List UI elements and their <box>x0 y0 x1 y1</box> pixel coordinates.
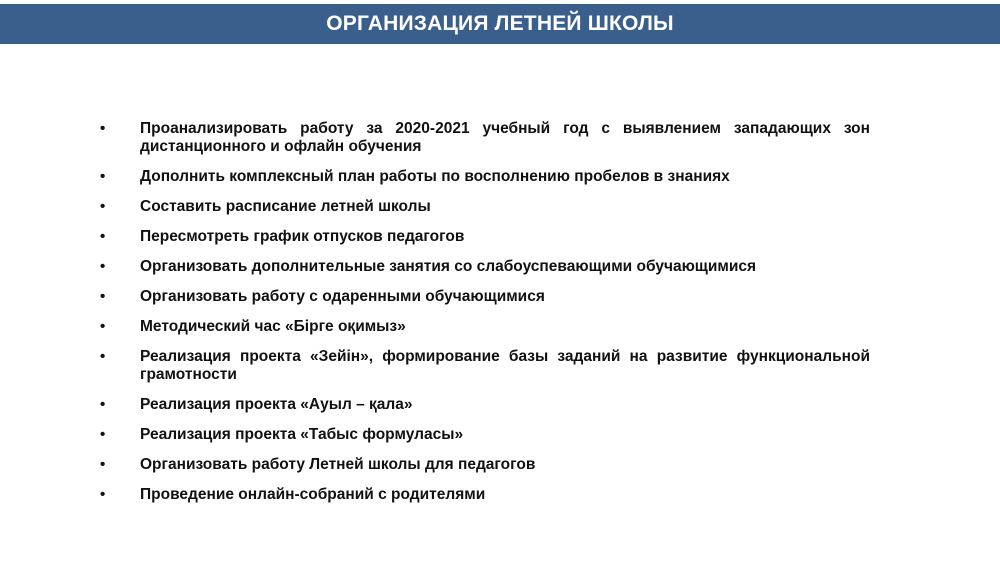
list-item <box>100 228 870 246</box>
bullet-icon: • <box>100 348 106 365</box>
list-item-text: Организовать дополнительные занятия со слабоуспевающими обучающимися <box>140 258 757 275</box>
list-item-text: Составить расписание летней школы <box>140 198 431 215</box>
list-item <box>100 168 870 186</box>
list-item-text: Организовать работу с одаренными обучающимися <box>140 288 545 305</box>
list-item-text: Методический час «Бірге оқимыз» <box>140 318 406 335</box>
list-item <box>100 318 870 336</box>
bullet-icon: • <box>100 228 106 245</box>
list-item <box>100 456 870 474</box>
bullet-icon: • <box>100 258 106 275</box>
bullet-icon: • <box>100 318 106 335</box>
bullet-icon: • <box>100 396 106 413</box>
list-item-text: Проведение онлайн-собраний с родителями <box>140 486 486 503</box>
list-item <box>100 258 870 276</box>
list-item-text: Пересмотреть график отпусков педагогов <box>140 228 465 245</box>
list-item-text: Реализация проекта «Зейін», формирование базы заданий на развитие функциональной грамотности <box>140 348 870 383</box>
list-item-text: Проанализировать работу за 2020-2021 учебный год с выявлением западающих зон дистанционного и офлайн обучения <box>140 120 870 155</box>
bullet-icon: • <box>100 456 106 473</box>
list-item <box>100 396 870 414</box>
slide-title: ОРГАНИЗАЦИЯ ЛЕТНЕЙ ШКОЛЫ <box>326 12 674 35</box>
list-item-text: Организовать работу Летней школы для педагогов <box>140 456 536 473</box>
bullet-icon: • <box>100 168 106 185</box>
title-bar <box>0 4 1000 44</box>
list-item-text: Дополнить комплексный план работы по восполнению пробелов в знаниях <box>140 168 730 185</box>
bullet-icon: • <box>100 426 106 443</box>
bullet-list <box>100 120 870 516</box>
list-item-text: Реализация проекта «Табыс формуласы» <box>140 426 464 443</box>
list-item <box>100 348 870 384</box>
list-item <box>100 486 870 504</box>
list-item <box>100 198 870 216</box>
bullet-icon: • <box>100 120 106 137</box>
list-item-text: Реализация проекта «Ауыл – қала» <box>140 396 413 413</box>
bullet-icon: • <box>100 198 106 215</box>
bullet-icon: • <box>100 288 106 305</box>
bullet-icon: • <box>100 486 106 503</box>
list-item <box>100 120 870 156</box>
list-item <box>100 288 870 306</box>
list-item <box>100 426 870 444</box>
